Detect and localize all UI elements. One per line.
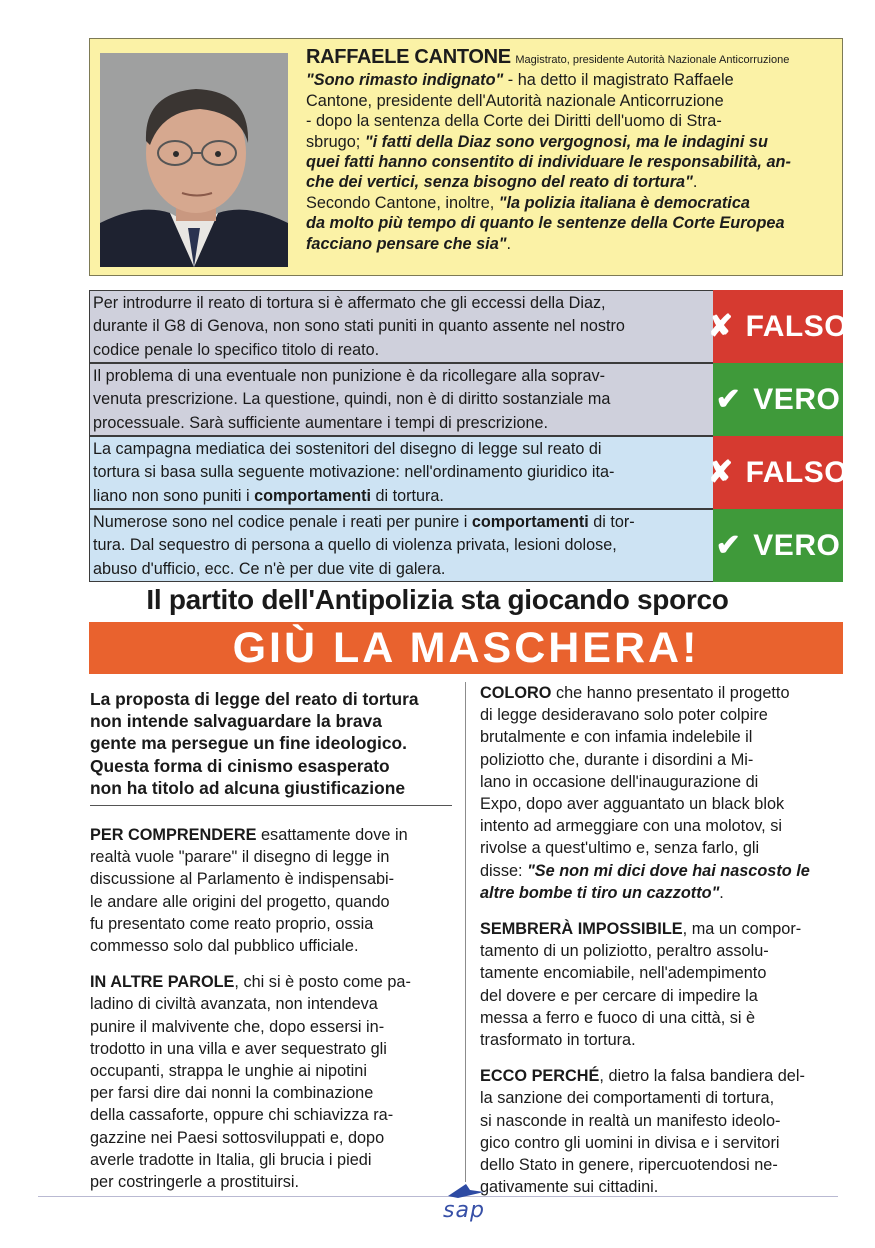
claim-line: processuale. Sarà sufficiente aumentare i tempi di prescrizione. xyxy=(93,413,548,432)
body-paragraph xyxy=(480,682,842,904)
fact-check-table xyxy=(89,290,849,582)
quote-regular: Cantone, presidente dell'Autorità nazionale Anticorruzione xyxy=(306,91,724,110)
quote-bold: quei fatti hanno consentito di individuare le responsabilità, an- xyxy=(306,153,791,172)
claim-text-part: liano non sono puniti i xyxy=(93,486,255,505)
lead-paragraph xyxy=(90,688,452,806)
quote-line xyxy=(306,172,834,192)
body-line: brutalmente e con infamia indelebile il xyxy=(480,728,753,747)
lead-line: gente ma persegue un fine ideologico. xyxy=(90,733,407,754)
body-line: lano in occasione dell'inaugurazione di xyxy=(480,772,759,791)
body-line: discussione al Parlamento è indispensabi- xyxy=(90,870,395,889)
claim-line xyxy=(93,511,710,534)
body-line xyxy=(480,918,842,940)
body-text: esattamente dove in xyxy=(256,826,408,845)
fact-check-row xyxy=(89,290,849,363)
lead-line: non intende salvaguardare la brava xyxy=(90,711,382,732)
body-text: , ma un compor- xyxy=(682,920,802,939)
paragraph-keyword: ECCO PERCHÉ xyxy=(480,1067,600,1086)
claim-line: Per introdurre il reato di tortura si è affermato che gli eccessi della Diaz, xyxy=(93,294,606,312)
lead-line: La proposta di legge del reato di tortura xyxy=(90,689,419,709)
right-column xyxy=(480,682,842,1198)
quote-line xyxy=(306,70,834,90)
portrait-photo xyxy=(100,53,288,267)
body-line: commesso solo dal pubblico ufficiale. xyxy=(90,937,359,956)
paragraph-keyword: IN ALTRE PAROLE xyxy=(90,973,235,992)
claim-text-part: Numerose sono nel codice penale i reati per punire i xyxy=(93,513,472,531)
quote-bold: "i fatti della Diaz sono vergognosi, ma le indagini su xyxy=(364,132,768,151)
body-line: dello Stato in genere, ripercuotendosi ne- xyxy=(480,1156,778,1175)
check-icon: ✔ xyxy=(715,383,742,416)
body-line: tamento di un poliziotto, peraltro assolu- xyxy=(480,942,769,961)
quote-line xyxy=(306,132,834,152)
cross-icon: ✘ xyxy=(707,310,734,343)
claim-line: durante il G8 di Genova, non sono stati puniti in quanto assente nel nostro xyxy=(93,317,625,336)
quote-regular: - ha detto il magistrato Raffaele xyxy=(503,71,734,90)
claim-text-part: di tortura. xyxy=(371,486,444,505)
quote-regular: . xyxy=(692,173,698,192)
claim-text xyxy=(89,509,713,582)
body-line: per costringerle a prostituirsi. xyxy=(90,1173,300,1192)
claim-text xyxy=(89,363,713,436)
body-line: intento ad armeggiare con una molotov, si xyxy=(480,817,782,836)
quote-line xyxy=(306,111,834,131)
verdict-false-badge xyxy=(707,290,849,363)
profile-role: Magistrato, presidente Autorità Nazionale Anticorruzione xyxy=(515,54,790,66)
claim-line: tortura si basa sulla seguente motivazione: nell'ordinamento giuridico ita- xyxy=(93,463,615,482)
fact-check-row xyxy=(89,436,849,509)
body-line xyxy=(90,824,452,846)
body-line xyxy=(480,1065,842,1087)
quote-bold: facciano pensare che sia" xyxy=(306,234,507,253)
body-line: gico contro gli uomini in divisa e i servitori xyxy=(480,1133,780,1152)
body-line: la sanzione dei comportamenti di tortura, xyxy=(480,1089,775,1108)
verdict-label: FALSO xyxy=(745,309,849,343)
quote-line xyxy=(306,152,834,172)
body-line xyxy=(480,682,842,704)
paragraph-keyword: COLORO xyxy=(480,684,552,702)
verdict-false-badge xyxy=(707,436,849,509)
paragraph-keyword: SEMBRERÀ IMPOSSIBILE xyxy=(480,920,683,939)
body-line: gativamente sui cittadini. xyxy=(480,1178,659,1197)
quote-regular: . xyxy=(506,234,512,253)
claim-line: venuta prescrizione. La questione, quindi, non è di diritto sostanziale ma xyxy=(93,390,611,409)
claim-keyword: comportamenti xyxy=(254,486,372,505)
body-paragraph xyxy=(480,918,842,1051)
claim-text-part: di tor- xyxy=(588,513,635,531)
profile-header xyxy=(306,47,834,70)
quote-line xyxy=(306,193,834,213)
body-line xyxy=(90,971,452,993)
body-text: , chi si è posto come pa- xyxy=(234,973,411,992)
section-subheadline: Il partito dell'Antipolizia sta giocando sporco xyxy=(146,584,729,615)
quote-line xyxy=(306,91,834,111)
body-line: punire il malvivente che, dopo essersi in- xyxy=(90,1017,385,1036)
quote-bold: "Se non mi dici dove hai nascosto le xyxy=(527,861,810,880)
body-text: , dietro la falsa bandiera del- xyxy=(599,1067,805,1086)
quote-regular: sbrugo; xyxy=(306,132,365,151)
quote-regular: - dopo la sentenza della Corte dei Diritti dell'uomo di Stra- xyxy=(306,112,722,131)
body-line: di legge desideravano solo poter colpire xyxy=(480,706,768,725)
body-line: messa a ferro e fuoco di una città, si è xyxy=(480,1008,756,1027)
column-divider xyxy=(465,682,466,1182)
body-line: Expo, dopo aver agguantato un black blok xyxy=(480,795,785,814)
quote-bold: "Sono rimasto indignato" xyxy=(306,71,504,90)
verdict-true-badge xyxy=(713,363,843,436)
claim-keyword: comportamenti xyxy=(471,513,589,531)
profile-text xyxy=(306,47,834,254)
body-line: trodotto in una villa e aver sequestrato gli xyxy=(90,1039,387,1058)
lead-line: Questa forma di cinismo esasperato xyxy=(90,755,390,776)
body-line: si nasconde in realtà un manifesto ideolo- xyxy=(480,1111,781,1130)
claim-line: Il problema di una eventuale non punizione è da ricollegare alla soprav- xyxy=(93,367,606,385)
body-paragraph xyxy=(90,824,452,957)
quote-bold: "la polizia italiana è democratica xyxy=(498,193,750,212)
body-text: disse: xyxy=(480,861,528,880)
body-line: ladino di civiltà avanzata, non intendeva xyxy=(90,995,378,1014)
claim-line xyxy=(93,485,710,508)
quote-line xyxy=(306,234,834,254)
body-line: realtà vuole "parare" il disegno di legge in xyxy=(90,848,390,867)
cross-icon: ✘ xyxy=(707,456,734,489)
paragraph-keyword: PER COMPRENDERE xyxy=(90,826,257,845)
body-line xyxy=(480,860,842,882)
body-line: poliziotto che, durante i disordini a Mi- xyxy=(480,750,754,769)
claim-line: La campagna mediatica dei sostenitori del disegno di legge sul reato di xyxy=(93,440,602,458)
body-line: trasformato in tortura. xyxy=(480,1031,636,1050)
profile-box xyxy=(89,38,843,276)
body-line: rivolse a quest'ultimo e, senza farlo, gli xyxy=(480,839,760,858)
headline-banner: GIÙ LA MASCHERA! xyxy=(89,622,843,674)
body-paragraph xyxy=(480,1065,842,1198)
check-icon: ✔ xyxy=(715,529,742,562)
body-line: per farsi dire dai nonni la combinazione xyxy=(90,1084,374,1103)
body-paragraph xyxy=(90,971,452,1193)
quote-bold: altre bombe ti tiro un cazzotto" xyxy=(480,883,720,902)
verdict-label: VERO xyxy=(753,528,841,562)
body-line: del dovere e per cercare di impedire la xyxy=(480,986,758,1005)
body-line: gazzine nei Paesi sottosviluppati e, dopo xyxy=(90,1128,385,1147)
verdict-label: VERO xyxy=(753,382,841,416)
body-text: . xyxy=(719,883,724,902)
quote-bold: da molto più tempo di quanto le sentenze della Corte Europea xyxy=(306,214,785,233)
body-line: occupanti, strappa le unghie ai nipotini xyxy=(90,1062,367,1081)
claim-line: abuso d'ufficio, ecc. Ce n'è per due vite di galera. xyxy=(93,559,446,578)
claim-text xyxy=(89,436,713,509)
claim-line: codice penale lo specifico titolo di reato. xyxy=(93,340,380,359)
body-line xyxy=(480,882,842,904)
profile-name: RAFFAELE CANTONE xyxy=(306,46,511,68)
body-line: tamente encomiabile, nell'adempimento xyxy=(480,964,767,983)
verdict-label: FALSO xyxy=(745,455,849,489)
body-text: che hanno presentato il progetto xyxy=(551,684,790,702)
fact-check-row xyxy=(89,509,843,582)
body-line: fu presentato come reato proprio, ossia xyxy=(90,914,374,933)
claim-line: tura. Dal sequestro di persona a quello di violenza privata, lesioni dolose, xyxy=(93,536,617,555)
quote-bold: che dei vertici, senza bisogno del reato di tortura" xyxy=(306,173,693,192)
lead-line: non ha titolo ad alcuna giustificazione xyxy=(90,777,405,798)
fact-check-row xyxy=(89,363,843,436)
body-line: della cassaforte, oppure chi schiavizza ra- xyxy=(90,1106,394,1125)
left-column xyxy=(90,688,452,1193)
claim-text xyxy=(89,290,713,363)
quote-regular: Secondo Cantone, inoltre, xyxy=(306,193,499,212)
verdict-true-badge xyxy=(713,509,843,582)
sap-logo-text: sap xyxy=(443,1198,485,1223)
body-line: le andare alle origini del progetto, quando xyxy=(90,892,390,911)
body-line: averle tradotte in Italia, gli brucia i piedi xyxy=(90,1150,372,1169)
quote-line xyxy=(306,213,834,233)
